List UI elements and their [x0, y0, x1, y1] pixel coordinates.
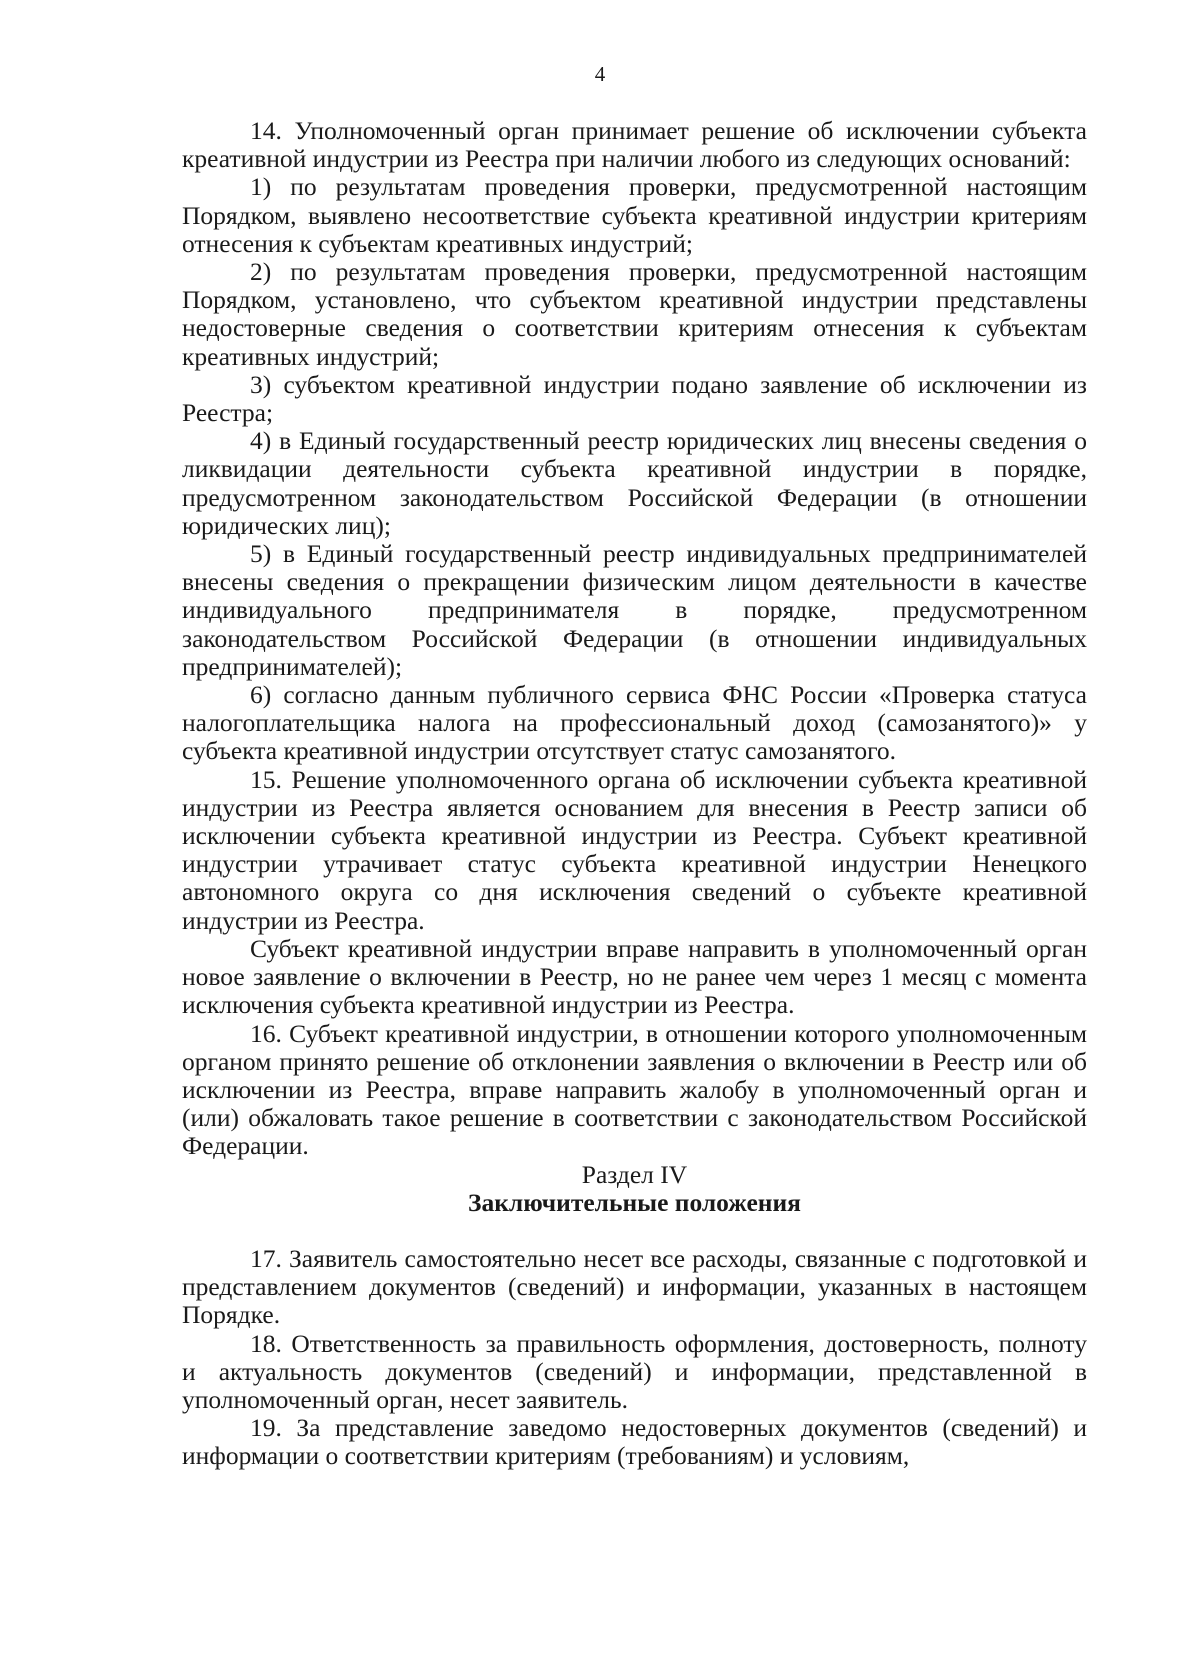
- list-item: 6) согласно данным публичного сервиса ФНС России «Проверка статуса налогоплательщика налога на профессиональный доход (самозанятого)» у субъекта креативной индустрии отсутствует статус самозанятого.: [182, 680, 1087, 766]
- paragraph: Субъект креативной индустрии вправе направить в уполномоченный орган новое заявление о включении в Реестр, но не ранее чем через 1 месяц с момента исключения субъекта креативной индустрии из Реестра.: [182, 933, 1087, 1020]
- list-item: 3) субъектом креативной индустрии подано заявление об исключении из Реестра;: [182, 369, 1087, 428]
- paragraph: 18. Ответственность за правильность оформления, достоверность, полноту и актуальность документов (сведений) и информации, представленной в уполномоченный орган, несет заявитель.: [182, 1328, 1087, 1414]
- list-item: 5) в Единый государственный реестр индивидуальных предпринимателей внесены сведения о прекращении физическим лицом деятельности в качестве индивидуального предпринимателя в порядке, предусмотренном законодательством Российской Федерации (в отношении индивидуальных предпринимателей);: [182, 539, 1087, 681]
- section-heading: [182, 1161, 1087, 1217]
- section-title: Заключительные положения: [468, 1187, 801, 1217]
- list-item: 1) по результатам проведения проверки, предусмотренной настоящим Порядком, выявлено несоответствие субъекта креативной индустрии критериям отнесения к субъектам креативных индустрий;: [182, 172, 1087, 258]
- page-number: 4: [594, 62, 606, 86]
- paragraph: 19. За представление заведомо недостоверных документов (сведений) и информации о соответствии критериям (требованиям) и условиям,: [182, 1413, 1087, 1471]
- paragraph: 17. Заявитель самостоятельно несет все расходы, связанные с подготовкой и представлением документов (сведений) и информации, указанных в настоящем Порядке.: [182, 1243, 1087, 1330]
- list-item: 2) по результатам проведения проверки, предусмотренной настоящим Порядком, установлено, что субъектом креативной индустрии представлены недостоверные сведения о соответствии критериям отнесения к субъектам креативных индустрий;: [182, 257, 1087, 371]
- document-body: [182, 117, 1087, 1471]
- paragraph: 16. Субъект креативной индустрии, в отношении которого уполномоченным органом принято решение об отклонении заявления о включении в Реестр или об исключении из Реестра, вправе направить жалобу в уполномоченный орган и (или) обжаловать такое решение в соответствии с законодательством Российской Федерации.: [182, 1018, 1087, 1161]
- paragraph: 15. Решение уполномоченного органа об исключении субъекта креативной индустрии из Реестра является основанием для внесения в Реестр записи об исключении субъекта креативной индустрии из Реестра. Субъект креативной индустрии утрачивает статус субъекта креативной индустрии Ненецкого автономного округа со дня исключения сведений о субъекте креативной индустрии из Реестра.: [182, 764, 1087, 935]
- paragraph: 14. Уполномоченный орган принимает решение об исключении субъекта креативной индустрии из Реестра при наличии любого из следующих оснований:: [182, 116, 1087, 174]
- list-item: 4) в Единый государственный реестр юридических лиц внесены сведения о ликвидации деятельности субъекта креативной индустрии в порядке, предусмотренном законодательством Российской Федерации (в отношении юридических лиц);: [182, 426, 1087, 540]
- section-label: Раздел IV: [581, 1159, 688, 1189]
